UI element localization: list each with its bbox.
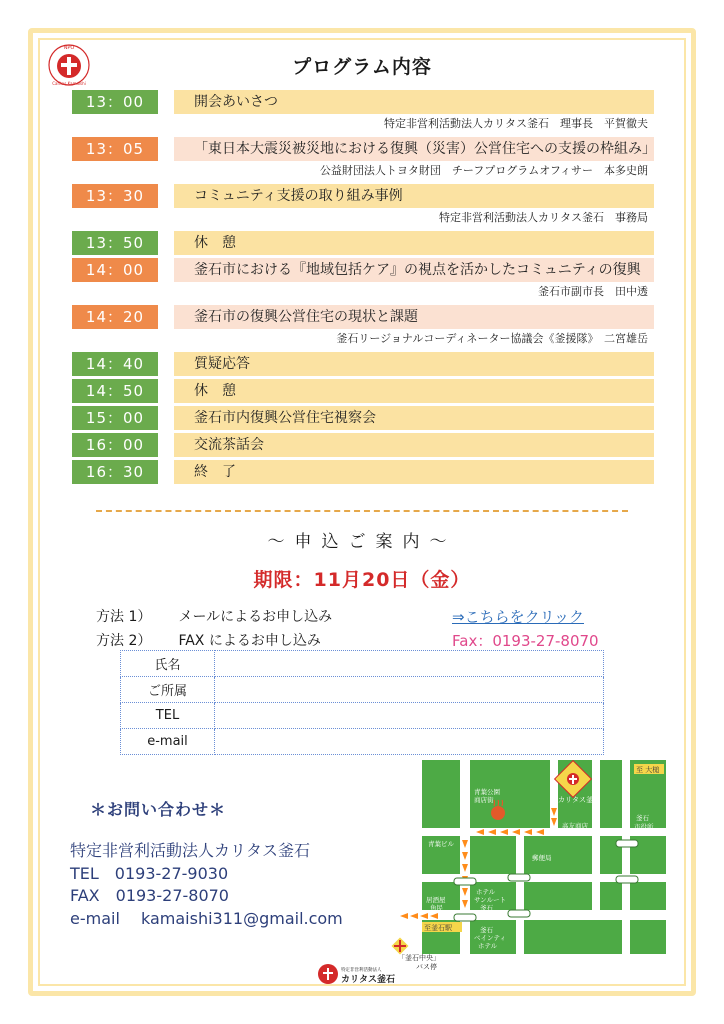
map-label-izakaya-2: 魚民 <box>430 904 443 912</box>
program-row <box>72 352 654 376</box>
map-label-aoba-park-2: 商店街 <box>474 796 494 804</box>
map-label-hotel-sunroute: ホテル <box>476 888 496 896</box>
footer-logo <box>316 962 416 986</box>
program-row <box>72 305 654 329</box>
program-event: 開会あいさつ <box>174 90 654 114</box>
program-time: 13：05 <box>72 137 158 161</box>
contact-tel: TEL 0193-27-9030 <box>70 864 229 883</box>
method-1-label: 方法 1） <box>96 609 152 625</box>
form-field-affiliation[interactable] <box>215 677 604 703</box>
program-speaker: 特定非営利活動法人カリタス釜石 理事長 平賀徹夫 <box>384 117 648 130</box>
program-row <box>72 258 654 282</box>
contact-email: e-mail kamaishi311@gmail.com <box>70 909 343 928</box>
program-time: 13：50 <box>72 231 158 255</box>
program-speaker: 釜石市副市長 田中透 <box>538 285 648 298</box>
program-event: 釜石市における『地域包括ケア』の視点を活かしたコミュニティの復興 <box>174 258 654 282</box>
form-label-tel: TEL <box>121 703 215 729</box>
program-row <box>72 406 654 430</box>
program-event: 休 憩 <box>174 231 654 255</box>
program-time: 14：00 <box>72 258 158 282</box>
program-event: 釜石市の復興公営住宅の現状と課題 <box>174 305 654 329</box>
contact-heading: ＊お問い合わせ＊ <box>90 800 227 819</box>
map-label-city-hall-2: 市役所 <box>634 823 654 831</box>
map-label-post-office: 郵便局 <box>532 854 552 862</box>
program-time: 14：20 <box>72 305 158 329</box>
bus-stop-icon <box>392 938 409 955</box>
method-2-label: 方法 2） <box>96 633 152 649</box>
dashed-divider <box>96 510 628 512</box>
method-1-text: メールによるお申し込み <box>178 609 333 625</box>
fax-number: Fax：0193-27-8070 <box>452 632 599 650</box>
program-row <box>72 460 654 484</box>
program-event: 休 憩 <box>174 379 654 403</box>
program-speaker: 公益財団法人トヨタ財団 チーフプログラムオフィサー 本多史朗 <box>319 164 648 177</box>
program-speaker: 釜石リージョナルコーディネーター協議会《釜援隊》 二宮雄岳 <box>336 332 648 345</box>
map-label-hotel-sunroute-2: サンルート <box>474 896 507 904</box>
program-event: 釜石市内復興公営住宅視察会 <box>174 406 654 430</box>
map-label-to-ootsuchi: 至 大槌 <box>636 766 660 774</box>
map-label-takatomo: 高友商店 <box>562 822 588 830</box>
footer-org-small: 特定非営利活動法人 <box>341 968 382 973</box>
deadline: 期限：11月20日（金） <box>253 569 471 591</box>
form-row <box>121 729 604 755</box>
program-list <box>72 87 654 484</box>
program-row <box>72 184 654 208</box>
form-row <box>121 651 604 677</box>
apply-title: ～申込ご案内～ <box>267 532 457 552</box>
application-form <box>120 650 604 755</box>
form-field-name[interactable] <box>215 651 604 677</box>
program-row <box>72 137 654 161</box>
program-event: 質疑応答 <box>174 352 654 376</box>
method-2 <box>96 630 321 650</box>
program-event: コミュニティ支援の取り組み事例 <box>174 184 654 208</box>
program-time: 13：30 <box>72 184 158 208</box>
form-label-affiliation: ご所属 <box>121 677 215 703</box>
program-time: 13：00 <box>72 90 158 114</box>
program-speaker: 特定非営利活動法人カリタス釜石 事務局 <box>439 211 648 224</box>
form-label-name: 氏名 <box>121 651 215 677</box>
map-label-hotel-painty-3: ホテル <box>478 942 498 950</box>
logo-bottom-text: Caritas Kamaishi <box>52 81 86 86</box>
page-title: プログラム内容 <box>292 56 432 78</box>
footer-org: カリタス釜石 <box>341 975 396 985</box>
form-label-email: e-mail <box>121 729 215 755</box>
program-time: 15：00 <box>72 406 158 430</box>
program-time: 14：40 <box>72 352 158 376</box>
form-row <box>121 677 604 703</box>
program-event: 「東日本大震災被災地における復興（災害）公営住宅への支援の枠組み」 <box>174 137 654 161</box>
program-row <box>72 433 654 457</box>
map-label-bus-stop-2: バス停 <box>416 963 437 971</box>
method-2-text: FAX によるお申し込み <box>178 633 321 649</box>
contact-fax: FAX 0193-27-8070 <box>70 886 229 905</box>
map-label-to-station: 至釜石駅 <box>424 924 452 932</box>
map-label-hotel-painty-2: ベインティ <box>474 934 506 942</box>
program-time: 16：30 <box>72 460 158 484</box>
program-event: 交流茶話会 <box>174 433 654 457</box>
map-label-aoba-building: 青葉ビル <box>428 840 454 848</box>
form-field-email[interactable] <box>215 729 604 755</box>
logo-top-text: NPO <box>63 45 75 51</box>
email-apply-link[interactable]: ⇒こちらをクリック <box>452 608 584 626</box>
map-label-hotel-painty: 釜石 <box>480 926 493 934</box>
map-label-bus-stop: 「釜石中央」 <box>398 954 440 962</box>
method-1 <box>96 606 332 626</box>
map-label-caritas: カリタス釜石 <box>558 796 600 804</box>
program-row <box>72 231 654 255</box>
map-label-aoba-park: 青葉公園 <box>474 788 500 796</box>
program-event: 終 了 <box>174 460 654 484</box>
access-map <box>390 758 684 972</box>
map-label-city-hall: 釜石 <box>636 814 649 822</box>
form-field-tel[interactable] <box>215 703 604 729</box>
program-time: 16：00 <box>72 433 158 457</box>
contact-org: 特定非営利活動法人カリタス釜石 <box>70 841 311 860</box>
map-label-hotel-sunroute-3: 釜石 <box>480 904 493 912</box>
program-row <box>72 379 654 403</box>
map-label-izakaya: 居酒屋 <box>426 896 446 904</box>
form-row <box>121 703 604 729</box>
program-time: 14：50 <box>72 379 158 403</box>
program-row <box>72 90 654 114</box>
